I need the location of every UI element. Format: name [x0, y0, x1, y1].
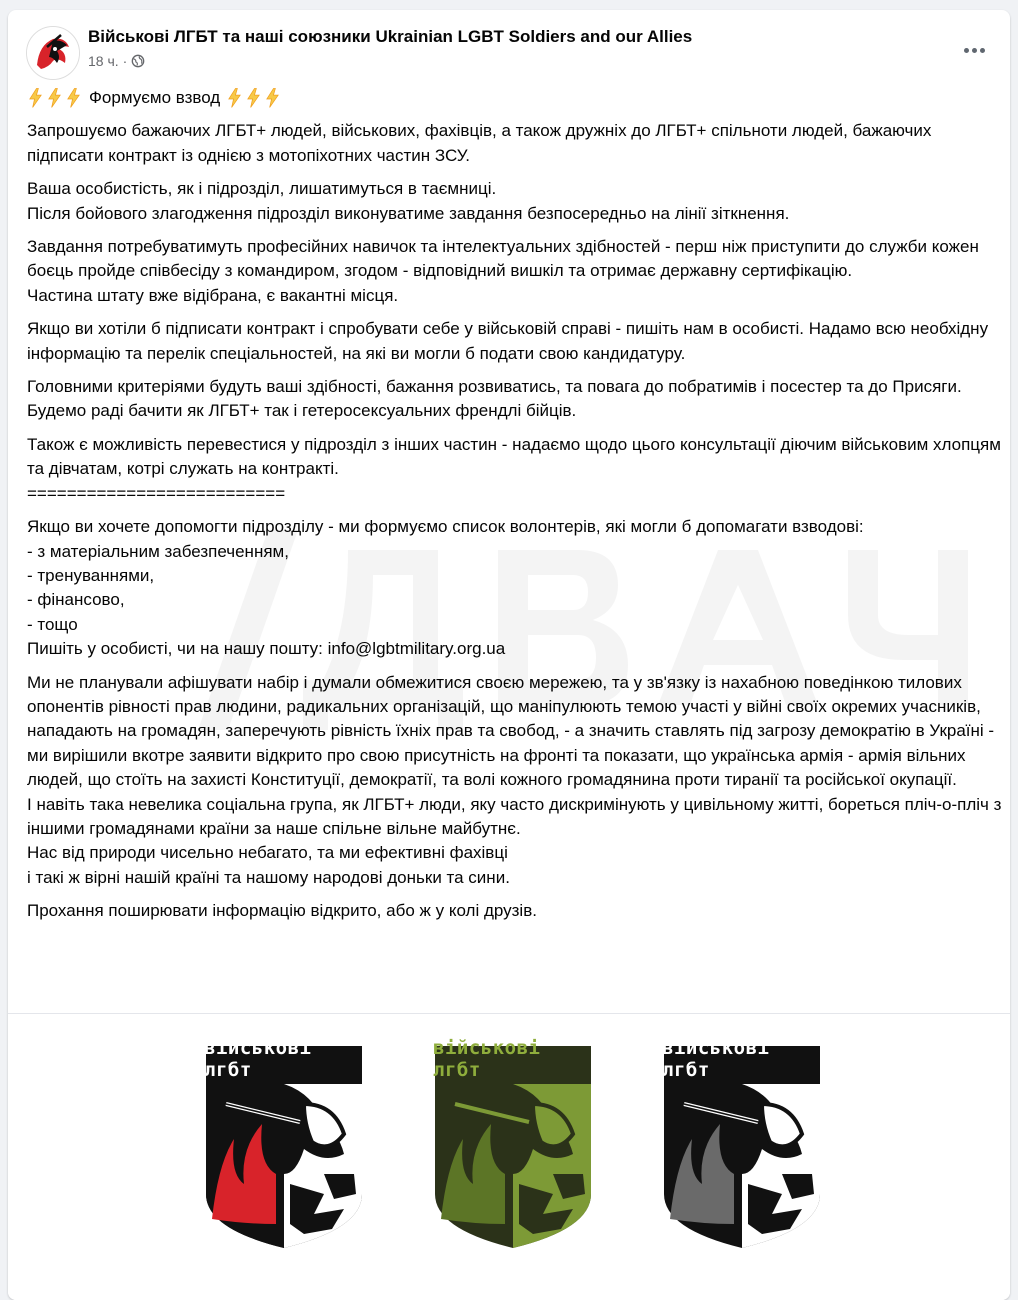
- lightning-bolt-icon: [264, 87, 281, 109]
- post-title-line: [27, 86, 1002, 110]
- list-item: - тренуваннями,: [27, 565, 155, 585]
- more-dot: [980, 48, 985, 53]
- badge-label: військові лгбт: [433, 1037, 541, 1081]
- post-text-line: Ваша особистість, як і підрозділ, лишатимуться в таємниці.: [27, 179, 497, 199]
- post-text-line: Ми не планували афішувати набір і думали обмежитися своєю мережею, та у зв'язку із нахабною поведінкою тилових опонентів рівності прав людини, радикальних організацій, що маніпулюють темою участі у війні своїх окремих учасників, нападають на громадян, заперечують рівність їхніх прав та свобод, - а значить ставлять під загрозу демократію в Україні - ми вирішили вкотре заявити відкрито про свою присутність на фронті та показати, що українська армія - армія вільних людей, що стоїть на захисті Конституції, демократії, та волі кожного громадянина проти тиранії та російської окупації.: [27, 672, 995, 790]
- post-text-line: Завдання потребуватимуть професійних навичок та інтелектуальних здібностей - перш ніж приступити до служби кожен боєць пройде співбесіду з командиром, згодом - відповідний вишкіл та отримає державну сертифікацію.: [27, 237, 979, 281]
- post-paragraph: [27, 375, 1002, 424]
- post-paragraph: [27, 671, 1002, 891]
- page-avatar[interactable]: [26, 26, 80, 80]
- chevron-badge-olive: [433, 1037, 593, 1250]
- lightning-bolt-icon: [27, 87, 44, 109]
- post-header: [8, 10, 1010, 82]
- list-item: - з матеріальним забезпеченням,: [27, 541, 289, 561]
- post-text-line: Запрошуємо бажаючих ЛГБТ+ людей, військових, фахівців, а також дружніх до ЛГБТ+ спільноти людей, бажаючих підписати контракт із однією з мотопіхотних частин ЗСУ.: [27, 121, 932, 165]
- post-paragraph: [27, 515, 1002, 661]
- post-text-line: І навіть така невелика соціальна група, як ЛГБТ+ люди, яку часто дискримінують у цивільному житті, бореться пліч-о-пліч з іншими громадянами країни за наше спільне вільне майбутнє.: [27, 794, 1002, 838]
- badge-label: військові лгбт: [204, 1037, 312, 1081]
- post-paragraph: [27, 317, 1002, 366]
- post-text-line: Після бойового злагодження підрозділ виконуватиме завдання безпосередньо на лінії зіткнення.: [27, 203, 790, 223]
- chevron-badge-grey: [662, 1037, 822, 1250]
- post-paragraph: [27, 177, 1002, 226]
- globe-icon: [131, 54, 145, 68]
- list-item: - фінансово,: [27, 590, 125, 610]
- post-paragraph: [27, 119, 1002, 168]
- post-body: [27, 86, 1002, 933]
- post-time[interactable]: 18 ч.: [88, 53, 119, 69]
- post-title: Формуємо взвод: [89, 88, 221, 107]
- more-options-button[interactable]: [956, 32, 992, 68]
- contact-email-line: Пишіть у особисті, чи на нашу пошту: info@lgbtmilitary.org.ua: [27, 639, 506, 659]
- lightning-bolt-icon: [245, 87, 262, 109]
- meta-separator: ·: [122, 53, 128, 69]
- post-text-line: Нас від природи чисельно небагато, та ми ефективні фахівці: [27, 843, 508, 863]
- post-text-line: і такі ж вірні нашій країні та нашому народові доньки та сини.: [27, 867, 510, 887]
- post-image[interactable]: [8, 1014, 1010, 1300]
- post-text-line: Також є можливість перевестися у підрозділ з інших частин - надаємо щодо цього консультації діючим військовим хлопцям та дівчатам, котрі служать на контракті.: [27, 434, 1001, 479]
- chevron-badge-red: [204, 1037, 364, 1250]
- post-card: [8, 10, 1010, 1300]
- unicorn-logo-icon: [27, 27, 79, 79]
- page-name-link[interactable]: Військові ЛГБТ та наші союзники Ukrainian LGBT Soldiers and our Allies: [88, 27, 693, 46]
- post-text-line: Будемо раді бачити як ЛГБТ+ так і гетеросексуальних френдлі бійців.: [27, 401, 577, 421]
- post-meta: [88, 53, 145, 69]
- post-text-line: Якщо ви хотіли б підписати контракт і спробувати себе у військовій справі - пишіть нам в особисті. Надамо всю необхідну інформацію та перелік спеціальностей, на які ви могли б подати свою кандидатуру.: [27, 319, 989, 363]
- post-paragraph: [27, 433, 1002, 506]
- post-text-line: Головними критеріями будуть ваші здібності, бажання розвиватись, та повага до побратимів і посестер та до Присяги.: [27, 377, 962, 397]
- post-text-line: Прохання поширювати інформацію відкрито, або ж у колі друзів.: [27, 901, 537, 921]
- post-text-line: Якщо ви хочете допомогти підрозділу - ми формуємо список волонтерів, які могли б допомагати взводові:: [27, 517, 864, 537]
- badge-label: військові лгбт: [662, 1037, 770, 1081]
- lightning-bolt-icon: [65, 87, 82, 109]
- more-dot: [964, 48, 969, 53]
- post-text-line: Частина штату вже відібрана, є вакантні місця.: [27, 285, 399, 305]
- more-dot: [972, 48, 977, 53]
- post-paragraph: [27, 235, 1002, 308]
- separator-line: ==========================: [27, 483, 286, 503]
- list-item: - тощо: [27, 614, 78, 634]
- lightning-bolt-icon: [226, 87, 243, 109]
- lightning-bolt-icon: [46, 87, 63, 109]
- post-paragraph: [27, 899, 1002, 923]
